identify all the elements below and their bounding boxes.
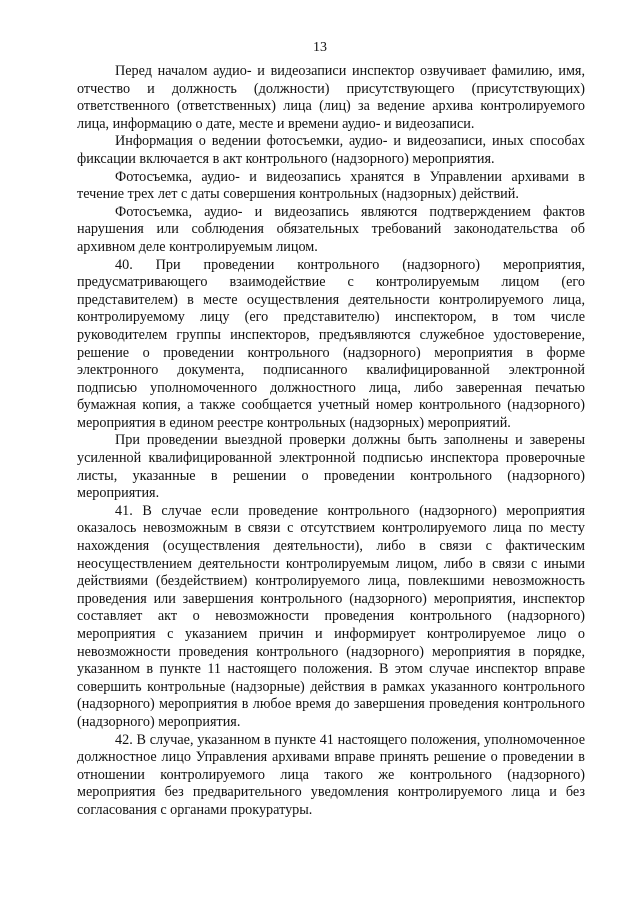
page-number: 13: [313, 40, 327, 55]
paragraph-recording-evidence: Фотосъемка, аудио- и видеозапись являются подтверждением фактов нарушения или соблюдения обязательных требований законодательства об архивном деле контролируемым лицом.: [77, 203, 585, 255]
paragraph-recording-announcement: Перед началом аудио- и видеозаписи инспектор озвучивает фамилию, имя, отчество и должность (должности) присутствующего (присутствующих) ответственного (ответственных) лица (лиц) за ведение архива контролируемого лица, информацию о дате, месте и времени аудио- и видеозаписи.: [77, 63, 585, 132]
paragraph-recording-in-act: Информация о ведении фотосъемки, аудио- и видеозаписи, иных способах фиксации включается в акт контрольного (надзорного) мероприятия.: [77, 133, 585, 167]
paragraph-checklists: При проведении выездной проверки должны быть заполнены и заверены усиленной квалифицированной электронной подписью инспектора проверочные листы, указанные в решении о проведении контрольного (надзорного) мероприятия.: [77, 432, 585, 502]
document-body: [77, 63, 585, 820]
paragraph-item-42: 42. В случае, указанном в пункте 41 настоящего положения, уполномоченное должностное лицо Управления архивами вправе принять решение о проведении в отношении контролируемого лица такого же контрольного (надзорного) мероприятия без предварительного уведомления контролируемого лица и без согласования с органами прокуратуры.: [77, 731, 585, 818]
paragraph-item-40: 40. При проведении контрольного (надзорного) мероприятия, предусматривающего взаимодействие с контролируемым лицом (его представителем) в месте осуществления деятельности контролируемого лица, контролируемому лицу (его представителю) инспектором, в том числе руководителем группы инспекторов, предъявляются служебное удостоверение, решение о проведении контрольного (надзорного) мероприятия в форме электронного документа, подписанного квалифицированной электронной подписью уполномоченного должностного лица, либо заверенная печатью бумажная копия, а также сообщается учетный номер контрольного (надзорного) мероприятия в едином реестре контрольных (надзорных) мероприятий.: [77, 256, 585, 431]
paragraph-recording-storage: Фотосъемка, аудио- и видеозапись хранятся в Управлении архивами в течение трех лет с даты совершения контрольных (надзорных) действий.: [77, 168, 585, 203]
paragraph-item-41: 41. В случае если проведение контрольного (надзорного) мероприятия оказалось невозможным в связи с отсутствием контролируемого лица по месту нахождения (осуществления деятельности), либо в связи с фактическим неосуществлением деятельности контролируемым лицом, либо в связи с иными действиями (бездействием) контролируемого лица, повлекшими невозможность проведения или завершения контрольного (надзорного) мероприятия, инспектор составляет акт о невозможности проведения контрольного (надзорного) мероприятия с указанием причин и информирует контролируемое лицо о невозможности проведения контрольного (надзорного) мероприятия в порядке, указанном в пункте 11 настоящего положения. В этом случае инспектор вправе совершить контрольные (надзорные) действия в рамках указанного контрольного (надзорного) мероприятия в любое время до завершения проведения контрольного (надзорного) мероприятия.: [77, 502, 585, 730]
